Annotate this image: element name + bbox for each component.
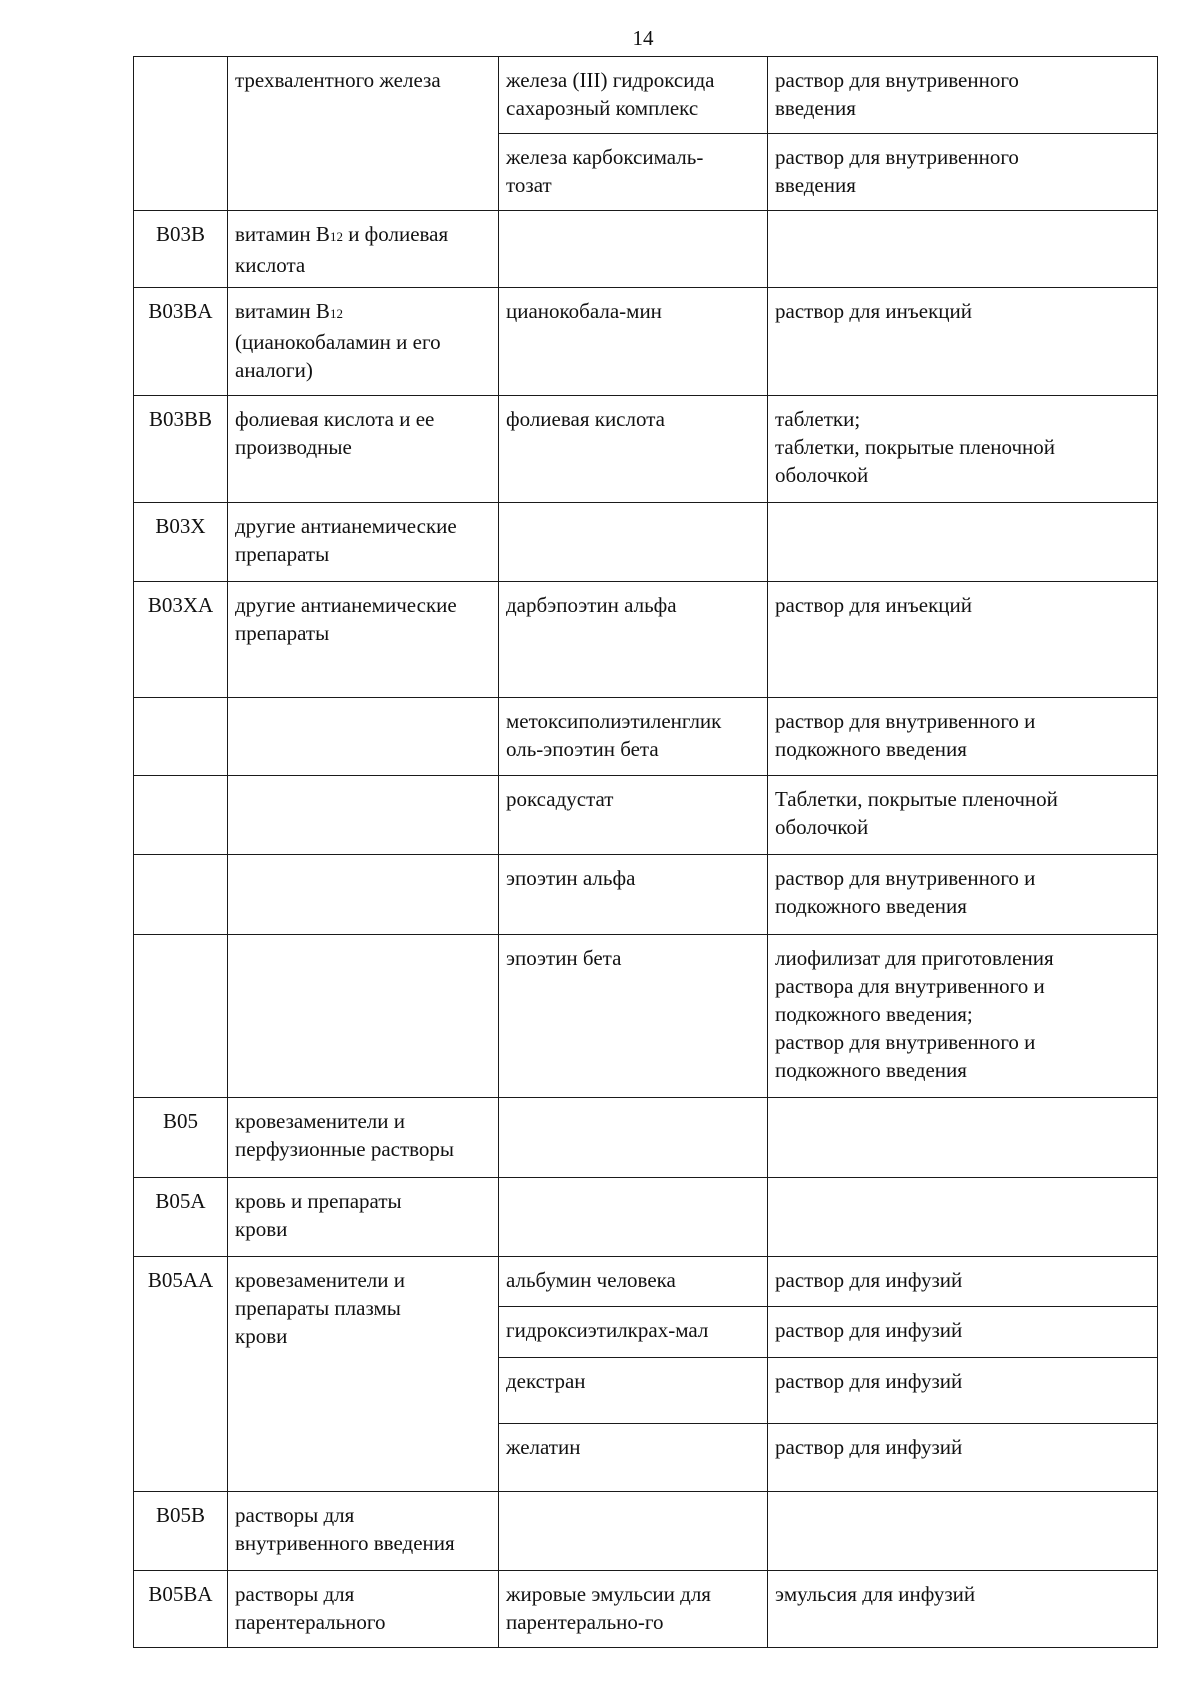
substance-name [499,1178,768,1257]
dosage-form: лиофилизат для приготовления раствора для внутривенного и подкожного введения; раствор для внутривенного и подкожного введения [768,935,1158,1098]
substance-name [499,1098,768,1178]
atc-code: B03BB [134,396,228,503]
substance-name: роксадустат [499,776,768,855]
group-name: кровезаменители и перфузионные растворы [228,1098,499,1178]
group-name [228,935,499,1098]
group-name-tail: и фолиевая кислота [235,222,449,277]
substance-name: альбумин человека [499,1257,768,1307]
subscript: 12 [329,229,343,244]
dosage-form [768,1098,1158,1178]
substance-name: эпоэтин альфа [499,855,768,935]
substance-name: фолиевая кислота [499,396,768,503]
dosage-form: раствор для внутривенного введения [768,57,1158,134]
group-name: растворы для внутривенного введения [228,1492,499,1571]
atc-code [134,855,228,935]
group-name: кровь и препараты крови [228,1178,499,1257]
dosage-form: раствор для инъекций [768,288,1158,396]
substance-name: декстран [499,1358,768,1424]
table-row [134,288,1158,396]
subscript: 12 [329,306,343,321]
dosage-form: раствор для инфузий [768,1358,1158,1424]
group-name: другие антианемические препараты [228,582,499,698]
dosage-form [768,211,1158,288]
group-name: кровезаменители и препараты плазмы крови [228,1257,499,1492]
table-row [134,503,1158,582]
atc-code: B05AA [134,1257,228,1492]
table-row [134,935,1158,1098]
substance-name: цианокобала-мин [499,288,768,396]
substance-name: железа карбоксималь- тозат [499,134,768,211]
atc-code [134,776,228,855]
group-name [228,288,499,396]
dosage-form [768,1178,1158,1257]
atc-code [134,935,228,1098]
substance-name [499,1492,768,1571]
table-row [134,396,1158,503]
atc-code: B05B [134,1492,228,1571]
atc-code: B03XA [134,582,228,698]
substance-name: железа (III) гидроксида сахарозный комплекс [499,57,768,134]
dosage-form [768,1492,1158,1571]
substance-name: дарбэпоэтин альфа [499,582,768,698]
atc-code: B03B [134,211,228,288]
table-row [134,1178,1158,1257]
group-name-main: витамин B [235,299,330,323]
atc-code [134,57,228,211]
table-row [134,582,1158,698]
table-row [134,1571,1158,1648]
table-row [134,698,1158,776]
dosage-form [768,503,1158,582]
group-name: другие антианемические препараты [228,503,499,582]
dosage-form: Таблетки, покрытые пленочной оболочкой [768,776,1158,855]
dosage-form: раствор для инфузий [768,1424,1158,1492]
dosage-form: таблетки; таблетки, покрытые пленочной оболочкой [768,396,1158,503]
atc-code: B05BA [134,1571,228,1648]
group-name [228,855,499,935]
substance-name: гидроксиэтилкрах-мал [499,1307,768,1358]
group-name: растворы для парентерального [228,1571,499,1648]
group-name: трехвалентного железа [228,57,499,211]
group-name [228,211,499,288]
drug-table [133,56,1158,1648]
dosage-form: раствор для внутривенного и подкожного введения [768,855,1158,935]
table-row [134,776,1158,855]
dosage-form: раствор для инфузий [768,1257,1158,1307]
substance-name: жировые эмульсии для парентерально-го [499,1571,768,1648]
group-name-main: витамин B [235,222,330,246]
atc-code [134,698,228,776]
substance-name: метоксиполиэтиленглик оль-эпоэтин бета [499,698,768,776]
atc-code: B05A [134,1178,228,1257]
substance-name [499,503,768,582]
group-name [228,698,499,776]
dosage-form: эмульсия для инфузий [768,1571,1158,1648]
group-name [228,776,499,855]
group-name: фолиевая кислота и ее производные [228,396,499,503]
substance-name [499,211,768,288]
atc-code: B03BA [134,288,228,396]
table-row [134,211,1158,288]
dosage-form: раствор для внутривенного введения [768,134,1158,211]
dosage-form: раствор для инъекций [768,582,1158,698]
substance-name: эпоэтин бета [499,935,768,1098]
page-number: 14 [632,26,654,50]
dosage-form: раствор для внутривенного и подкожного введения [768,698,1158,776]
dosage-form: раствор для инфузий [768,1307,1158,1358]
atc-code: B05 [134,1098,228,1178]
table-row [134,57,1158,134]
table-row [134,1492,1158,1571]
substance-name: желатин [499,1424,768,1492]
group-name-tail: (цианокобаламин и его аналоги) [235,330,441,382]
table-row [134,1098,1158,1178]
atc-code: B03X [134,503,228,582]
table-row [134,855,1158,935]
table-row [134,1257,1158,1307]
